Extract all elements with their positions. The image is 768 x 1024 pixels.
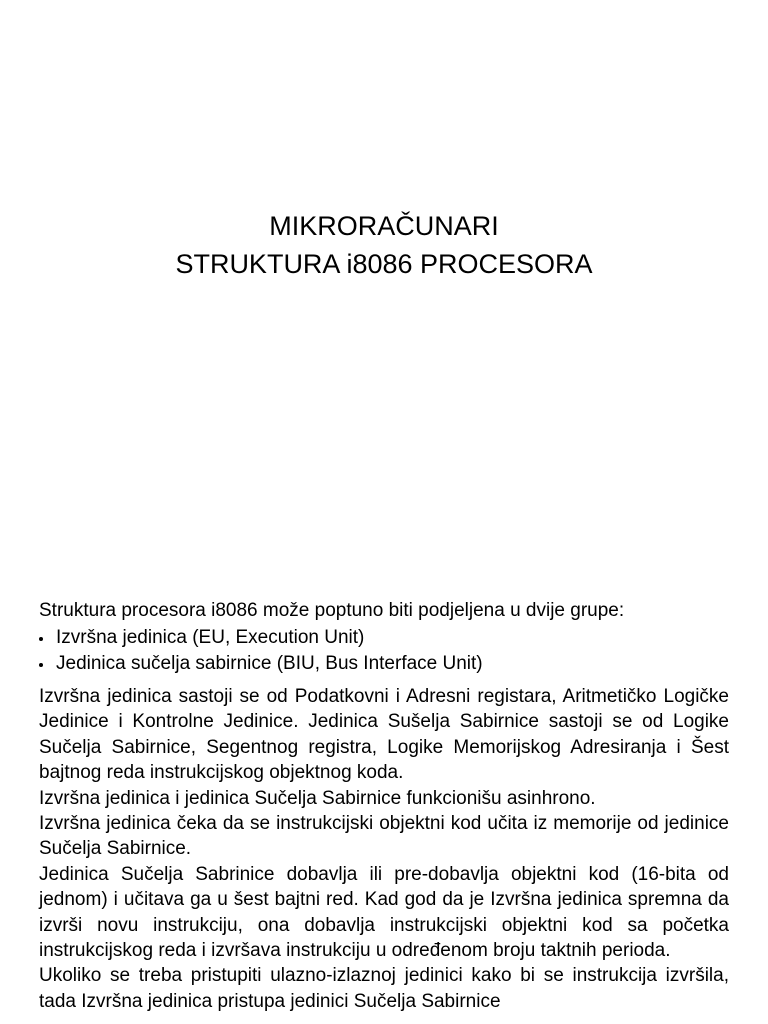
title-line-2: STRUKTURA i8086 PROCESORA: [175, 249, 593, 279]
content-body: [39, 597, 729, 1014]
list-item: [39, 625, 729, 651]
paragraph: Izvršna jedinica i jedinica Sučelja Sabirnice funkcionišu asinhrono.: [39, 787, 596, 809]
paragraph: Jedinica Sučelja Sabrinice dobavlja ili pre-dobavlja objektni kod (16-bita od jednom) i učitava ga u šest bajtni red. Kad god da je Izvršna jedinica spremna da izvrši novu instrukciju, ona dobavlja instrukcijski objektni kod sa početka instrukcijskog reda i izvršava instrukciju u određenom broju taktnih perioda.: [39, 863, 729, 962]
list-item: [39, 651, 729, 677]
slide-title: [0, 207, 768, 283]
paragraph: Izvršna jedinica čeka da se instrukcijski objektni kod učita iz memorije od jedinice Sučelja Sabirnice.: [39, 813, 729, 860]
unit-list: [39, 625, 729, 677]
body-text: [39, 684, 729, 1014]
bullet-icon: [39, 637, 43, 641]
title-line-1: MIKRORAČUNARI: [269, 211, 499, 241]
list-item-label: Izvršna jedinica (EU, Execution Unit): [56, 627, 365, 648]
bullet-icon: [39, 663, 43, 667]
intro-text: Struktura procesora i8086 može poptuno biti podjeljena u dvije grupe:: [39, 600, 625, 621]
paragraph: Izvršna jedinica sastoji se od Podatkovni i Adresni registara, Aritmetičko Logičke Jedinice i Kontrolne Jedinice. Jedinica Sušelja Sabirnice sastoji se od Logike Sučelja Sabirnice, Segentnog registra, Logike Memorijskog Adresiranja i Šest bajtnog reda instrukcijskog objektnog koda.: [39, 686, 729, 784]
list-item-label: Jedinica sučelja sabirnice (BIU, Bus Interface Unit): [56, 653, 483, 674]
paragraph: Ukoliko se treba pristupiti ulazno-izlaznoj jedinici kako bi se instrukcija izvršila, tada Izvršna jedinica pristupa jedinici Sučelja Sabirnice: [39, 965, 729, 1012]
